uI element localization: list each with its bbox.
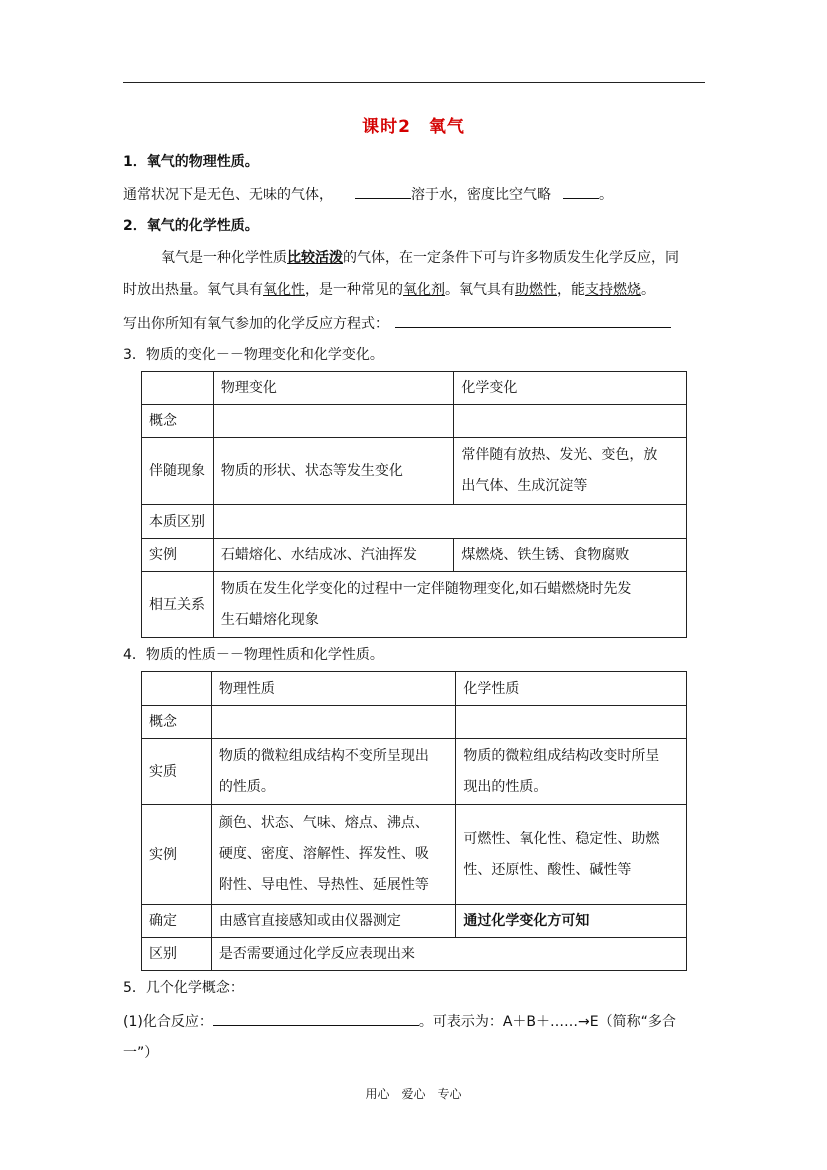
s2-underlined-term: 支持燃烧	[585, 282, 641, 298]
row-label: 实例	[142, 539, 214, 572]
cell-line: 颜色、状态、气味、熔点、沸点、	[218, 815, 429, 831]
row-label: 实例	[142, 805, 212, 905]
table-cell	[456, 805, 687, 905]
table-header-cell	[142, 672, 212, 706]
s2-text: ，能	[557, 282, 585, 298]
cell-line: 硬度、密度、溶解性、挥发性、吸	[218, 846, 429, 862]
page-title: 课时2 氧气	[362, 117, 465, 137]
s1-text-a: 通常状况下是无色、无味的气体，	[123, 187, 333, 203]
s2-text: 的气体，在一定条件下可与许多物质发生化学反应，同	[343, 250, 679, 266]
section-2-para-line-2	[123, 280, 655, 300]
item-text: 。可表示为：A＋B＋……→E（简称“多合	[418, 1014, 676, 1030]
s2-underlined-term: 助燃性	[515, 282, 557, 298]
cell-line: 附性、导电性、导热性、延展性等	[218, 877, 429, 893]
cell-line: 可燃性、氧化性、稳定性、助燃	[463, 830, 660, 847]
table-cell	[454, 438, 687, 505]
item-label: (1)化合反应：	[123, 1014, 213, 1030]
cell-line: 的性质。	[218, 778, 275, 795]
cell-line: 现出的性质。	[463, 778, 548, 795]
cell-line: 出气体、生成沉淀等	[461, 478, 588, 494]
row-label: 伴随现象	[142, 438, 214, 505]
table-header-cell: 化学性质	[456, 672, 687, 706]
fill-blank[interactable]	[563, 184, 599, 199]
section-4-heading: 4．物质的性质－－物理性质和化学性质。	[123, 647, 384, 663]
table-header-cell	[142, 372, 214, 405]
change-table	[141, 371, 687, 638]
s2-underlined-term: 氧化性	[263, 282, 305, 298]
table-cell: 煤燃烧、铁生锈、食物腐败	[454, 539, 687, 572]
table-cell: 是否需要通过化学反应表现出来	[211, 938, 686, 971]
table-cell	[456, 706, 687, 739]
table-cell	[211, 706, 456, 739]
equation-prompt: 写出你所知有氧气参加的化学反应方程式：	[123, 316, 389, 332]
row-label: 概念	[142, 706, 212, 739]
cell-line: 物质的微粒组成结构不变所呈现出	[218, 747, 429, 764]
property-table	[141, 671, 687, 971]
table-cell	[213, 505, 686, 539]
table-cell	[213, 405, 454, 438]
row-label: 确定	[142, 905, 212, 938]
s2-underlined-term: 氧化剂	[403, 282, 445, 298]
s2-underlined-term: 比较活泼	[287, 250, 343, 266]
table-cell	[213, 572, 686, 638]
section-2-equation-line	[123, 313, 671, 334]
section-5-item-1-cont: 一”）	[123, 1045, 159, 1061]
table-header-cell: 物理性质	[211, 672, 456, 706]
cell-line: 常伴随有放热、发光、变色，放	[461, 447, 658, 463]
section-2-para-line-1	[161, 248, 679, 268]
table-cell	[211, 805, 456, 905]
fill-blank[interactable]	[213, 1011, 419, 1026]
table-cell: 物质的形状、状态等发生变化	[213, 438, 454, 505]
section-3-heading: 3．物质的变化－－物理变化和化学变化。	[123, 347, 384, 363]
header-rule	[123, 82, 705, 83]
row-label: 实质	[142, 739, 212, 805]
cell-line: 性、还原性、酸性、碱性等	[463, 861, 632, 878]
s2-text: 。氧气具有	[445, 282, 515, 298]
section-5-heading: 5．几个化学概念：	[123, 980, 244, 996]
page-footer: 用心 爱心 专心	[365, 1087, 462, 1101]
section-1-heading: 1．氧气的物理性质。	[123, 154, 259, 170]
table-cell	[456, 739, 687, 805]
table-cell: 通过化学变化方可知	[456, 905, 687, 938]
cell-line: 物质的微粒组成结构改变时所呈	[463, 747, 660, 764]
section-1-text	[123, 184, 613, 205]
row-label: 本质区别	[142, 505, 214, 539]
table-cell	[211, 739, 456, 805]
s1-text-c: 。	[599, 187, 613, 203]
fill-blank[interactable]	[395, 313, 671, 328]
cell-line: 生石蜡熔化现象	[220, 611, 319, 628]
s2-text: ，是一种常见的	[305, 282, 403, 298]
row-label: 区别	[142, 938, 212, 971]
row-label: 概念	[142, 405, 214, 438]
section-2-heading: 2．氧气的化学性质。	[123, 218, 259, 234]
s1-text-b: 溶于水，密度比空气略	[411, 187, 551, 203]
fill-blank[interactable]	[355, 184, 411, 199]
s2-text: 氧气是一种化学性质	[161, 250, 287, 266]
s2-text: 时放出热量。氧气具有	[123, 282, 263, 298]
table-cell: 由感官直接感知或由仪器测定	[211, 905, 456, 938]
cell-line: 物质在发生化学变化的过程中一定伴随物理变化,如石蜡燃烧时先发	[220, 580, 632, 597]
table-header-cell: 化学变化	[454, 372, 687, 405]
table-cell	[454, 405, 687, 438]
table-cell: 石蜡熔化、水结成冰、汽油挥发	[213, 539, 454, 572]
table-header-cell: 物理变化	[213, 372, 454, 405]
row-label: 相互关系	[142, 572, 214, 638]
s2-text: 。	[641, 282, 655, 298]
section-5-item-1	[123, 1011, 676, 1032]
